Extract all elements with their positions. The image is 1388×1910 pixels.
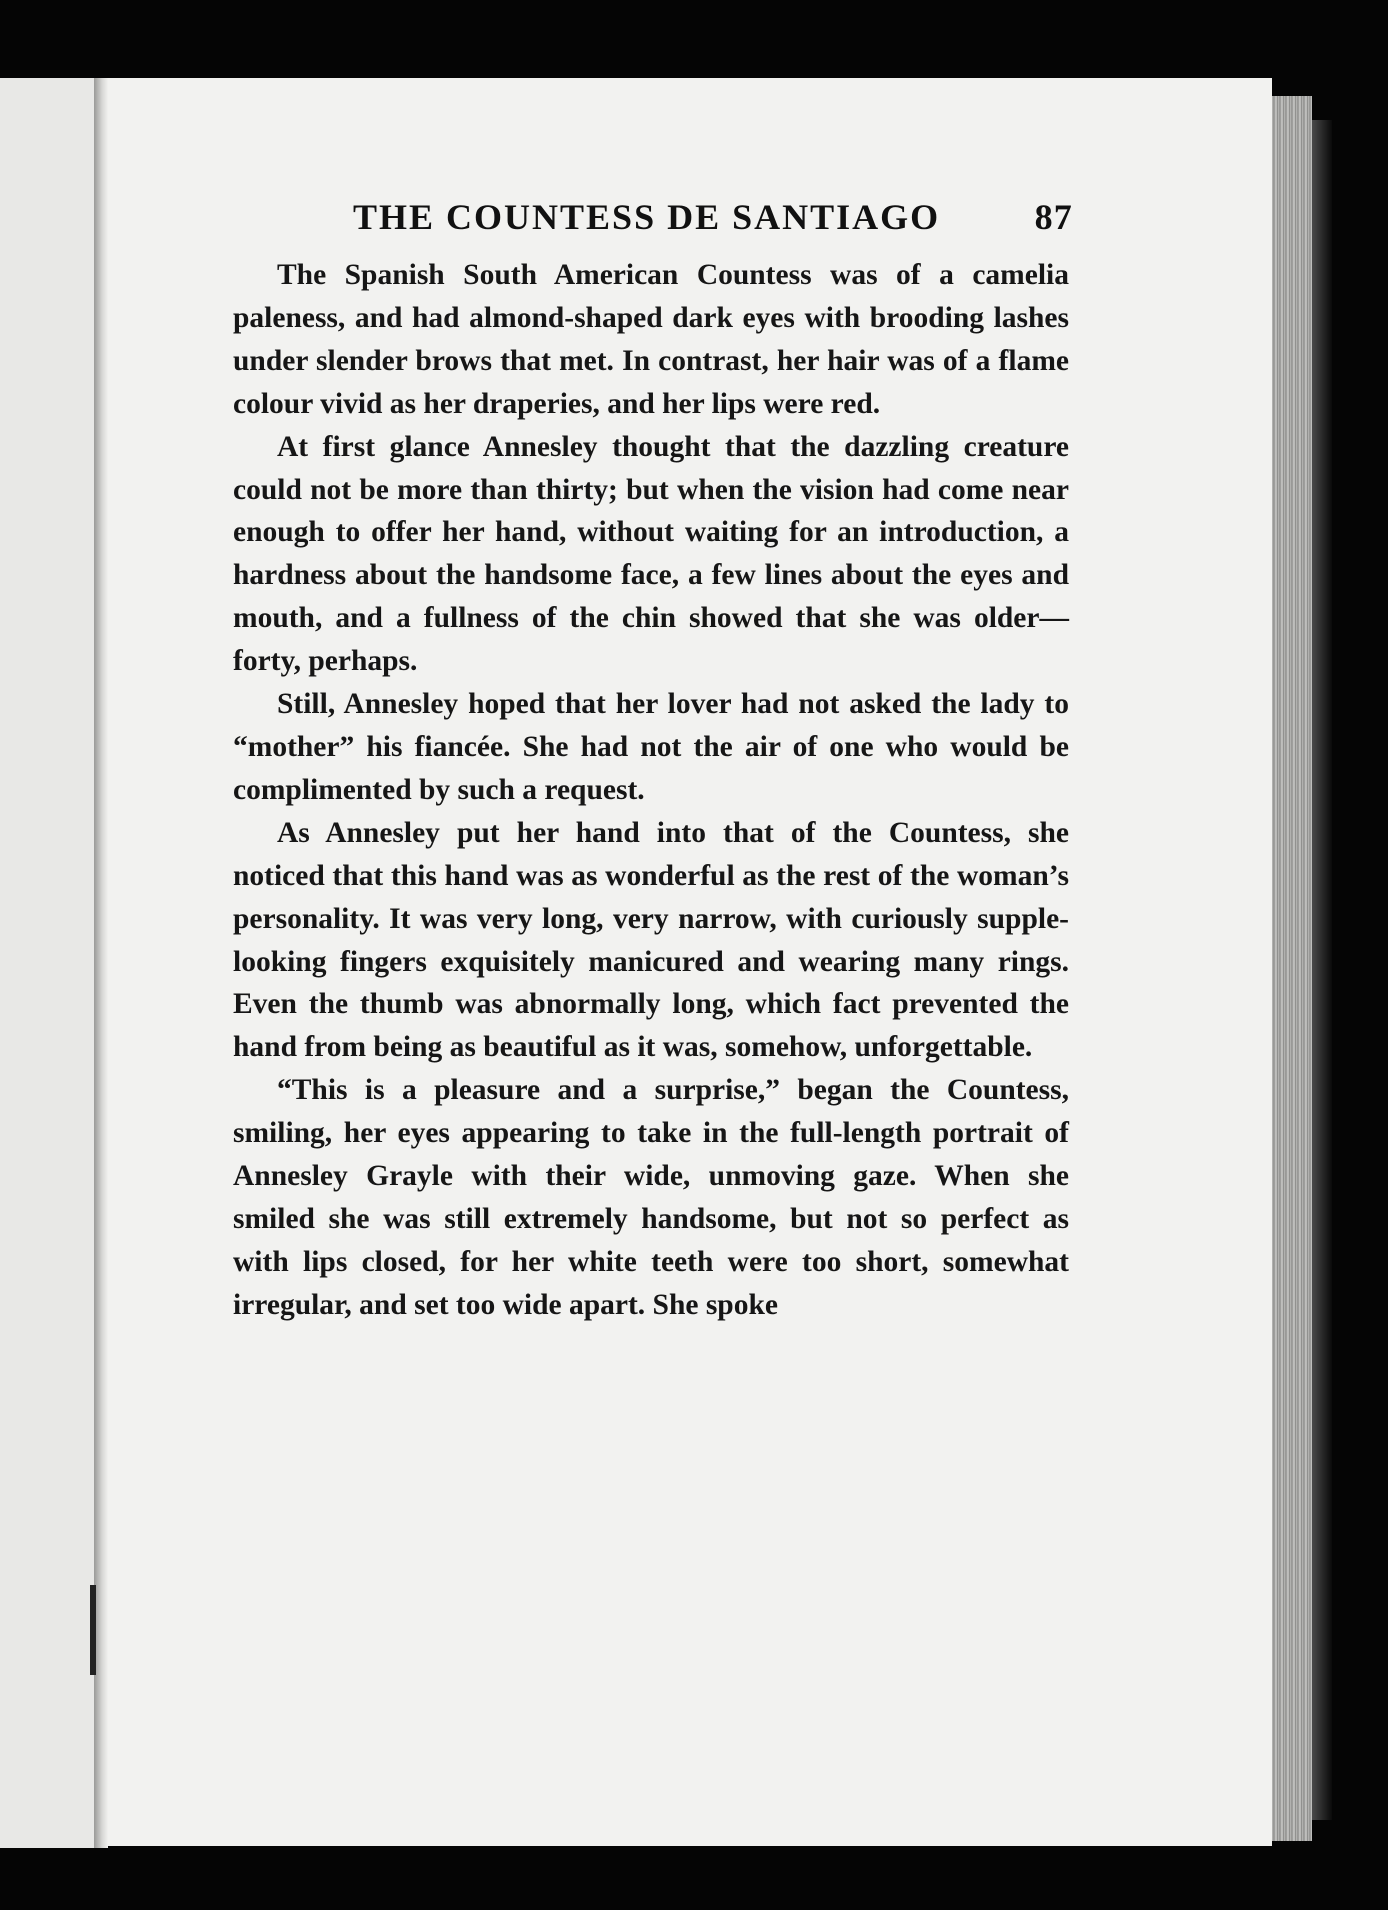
page-edge-shadow <box>1312 120 1332 1820</box>
paragraph-4: As Annesley put her hand into that of the Countess, she noticed that this hand was as wonderful as the rest of the woman’s personality. It was very long, very narrow, with curiously supple-looking fingers exquisitely manicured and wearing many rings. Even the thumb was abnormally long, which fact prevented the hand from being as beautiful as it was, somehow, unforgettable. <box>233 816 1069 1064</box>
running-head-title: THE COUNTESS DE SANTIAGO <box>353 197 941 237</box>
page-body <box>233 254 1069 1327</box>
running-head <box>353 196 1073 240</box>
paragraph-1: The Spanish South American Countess was of a camelia paleness, and had almond-shaped dark eyes with brooding lashes under slender brows that met. In contrast, her hair was of a flame colour vivid as her draperies, and her lips were red. <box>233 259 1069 420</box>
paragraph-5: “This is a pleasure and a surprise,” began the Countess, smiling, her eyes appearing to take in the full-length portrait of Annesley Grayle with their wide, unmoving gaze. When she smiled she was still extremely handsome, but not so perfect as with lips closed, for her white teeth were too short, somewhat irregular, and set too wide apart. She spoke <box>233 1074 1069 1321</box>
page-number: 87 <box>1034 197 1073 237</box>
facing-page-edge <box>0 78 96 1848</box>
paragraph-2: At first glance Annesley thought that the dazzling creature could not be more than thirty; but when the vision had come near enough to offer her hand, without waiting for an introduction, a hardness about the handsome face, a few lines about the eyes and mouth, and a fullness of the chin showed that she was older—forty, perhaps. <box>233 430 1069 678</box>
gutter-mark <box>90 1585 96 1675</box>
page-fore-edge <box>1272 96 1312 1841</box>
paragraph-3: Still, Annesley hoped that her lover had not asked the lady to “mother” his fiancée. She had not the air of one who would be complimented by such a request. <box>233 688 1069 806</box>
book-gutter <box>94 78 108 1848</box>
